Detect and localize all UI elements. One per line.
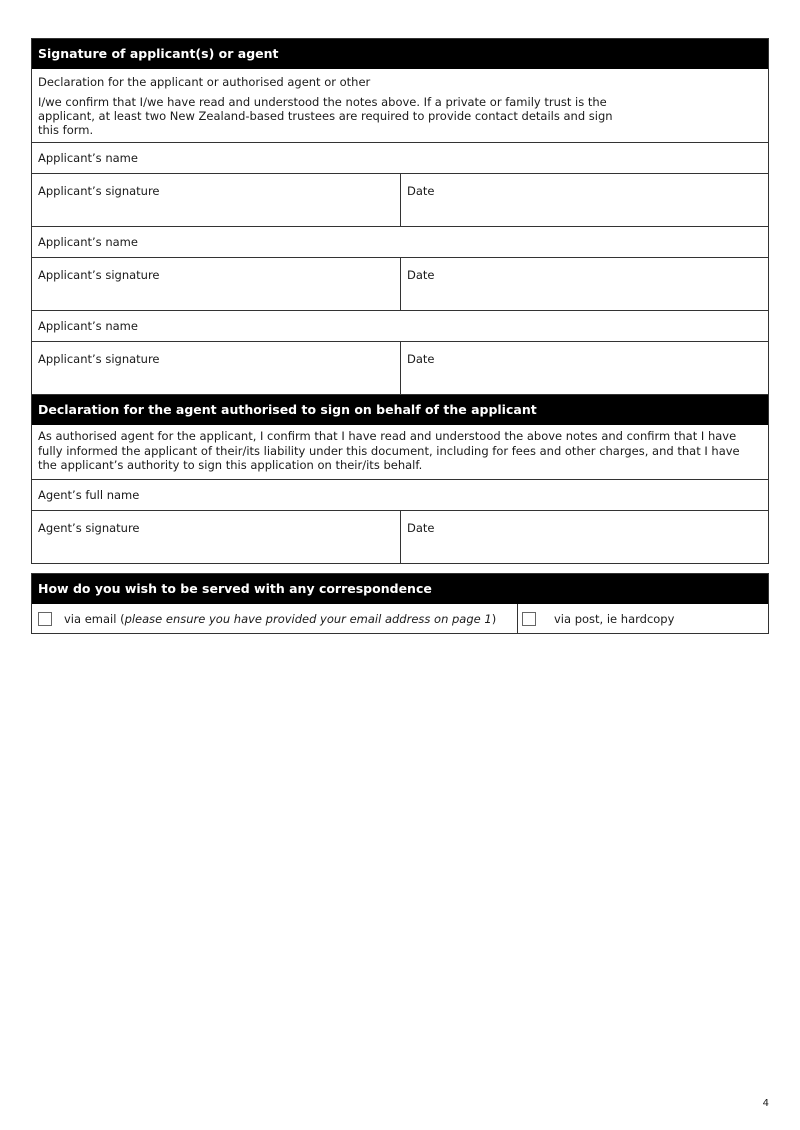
section-title: Declaration for the agent authorised to sign on behalf of the applicant [32, 395, 768, 425]
declaration-heading: Declaration for the applicant or authorised agent or other [38, 75, 371, 89]
section-title: Signature of applicant(s) or agent [32, 39, 768, 69]
applicant-name-field-1[interactable]: Applicant’s name [32, 142, 768, 173]
agent-name-field[interactable]: Agent’s full name [32, 479, 768, 510]
applicant-signature-row-3 [32, 341, 768, 394]
applicant-signature-section [31, 38, 769, 395]
date-field-2[interactable]: Date [407, 268, 435, 282]
email-option-note: please ensure you have provided your email address on page 1 [124, 611, 492, 626]
agent-signature-field[interactable]: Agent’s signature [32, 511, 401, 563]
agent-signature-row [32, 510, 768, 563]
applicant-signature-field-1[interactable]: Applicant’s signature [32, 174, 401, 226]
post-option-label: via post, ie hardcopy [554, 611, 675, 626]
applicant-signature-field-3[interactable]: Applicant’s signature [32, 342, 401, 394]
applicant-signature-row-1 [32, 173, 768, 226]
email-checkbox[interactable] [38, 612, 52, 626]
declaration-text: I/we confirm that I/we have read and understood the notes above. If a private or family trust is the applicant, at least two New Zealand-based trustees are required to provide contact details and sign this form. [38, 95, 613, 137]
post-checkbox[interactable] [522, 612, 536, 626]
correspondence-options [32, 604, 768, 633]
correspondence-section [31, 573, 769, 634]
applicant-name-field-2[interactable]: Applicant’s name [32, 226, 768, 257]
agent-declaration-section [31, 394, 769, 564]
applicant-name-field-3[interactable]: Applicant’s name [32, 310, 768, 341]
email-option-label: via email (please ensure you have provided your email address on page 1) [64, 611, 497, 626]
page-number: 4 [762, 1098, 769, 1109]
post-option[interactable] [518, 604, 768, 633]
date-field-1[interactable]: Date [407, 184, 435, 198]
date-field-3[interactable]: Date [407, 352, 435, 366]
agent-date-field[interactable]: Date [407, 520, 435, 535]
agent-declaration-text: As authorised agent for the applicant, I confirm that I have read and understood the above notes and confirm that I have fully informed the applicant of their/its liability under this document, including for fees and other charges, and that I have the applicant’s authority to sign this application on their/its behalf. [38, 429, 740, 472]
applicant-signature-field-2[interactable]: Applicant’s signature [32, 258, 401, 310]
section-title: How do you wish to be served with any correspondence [32, 574, 768, 604]
email-option[interactable] [32, 604, 518, 633]
applicant-signature-row-2 [32, 257, 768, 310]
